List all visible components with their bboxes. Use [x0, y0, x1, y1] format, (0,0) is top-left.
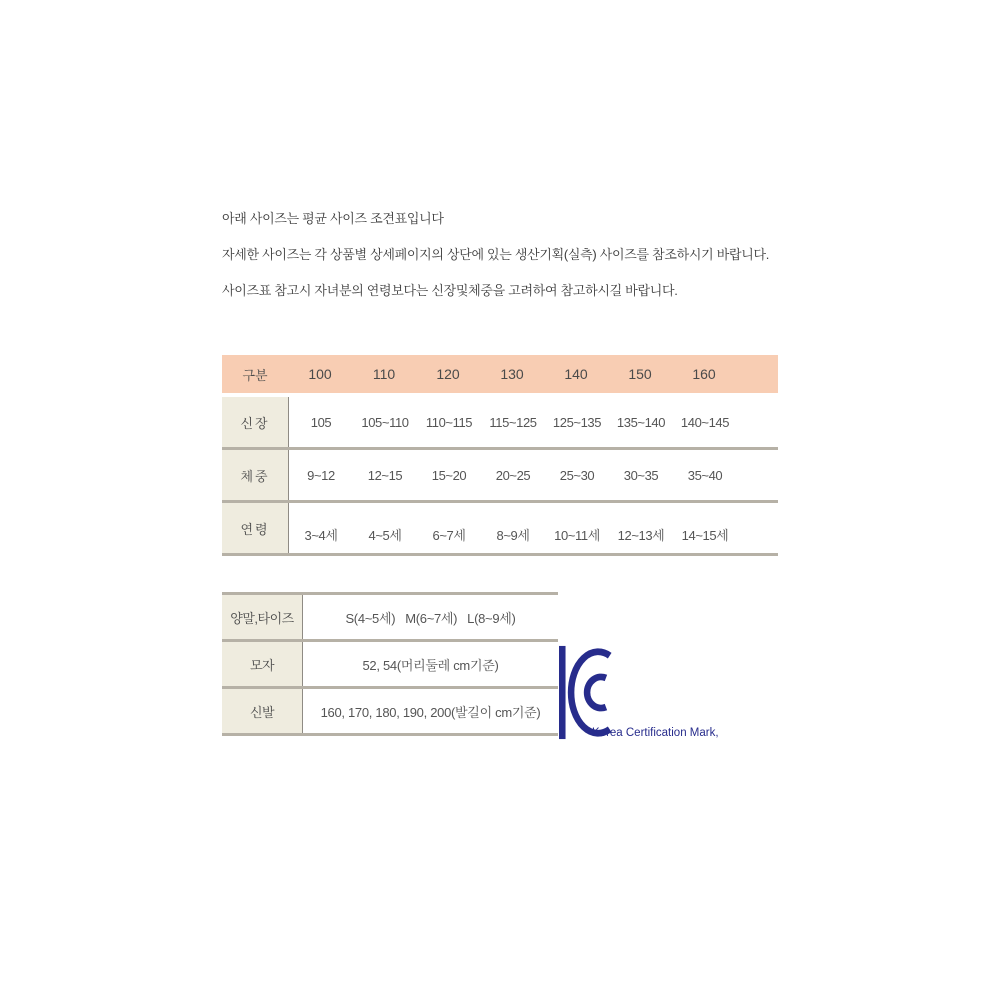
size-table-header-col: 100	[308, 366, 332, 382]
row-label: 신발	[222, 689, 303, 733]
table-cell: 4~5세	[368, 527, 402, 543]
table-cell: 110~115	[425, 414, 473, 430]
size-table-header-label: 구분	[242, 367, 268, 383]
table-cell: 10~11세	[554, 527, 600, 543]
size-table-body	[222, 397, 778, 556]
row-label: 체중	[222, 450, 289, 500]
table-cell: 25~30	[559, 467, 595, 483]
table-cell: 20~25	[495, 467, 531, 483]
table-cell: 8~9세	[496, 527, 530, 543]
kc-certification-block	[559, 644, 779, 754]
size-table-header-col: 140	[564, 366, 588, 382]
row-label: 신장	[222, 397, 289, 447]
size-table	[222, 355, 778, 556]
table-cell: 52, 54(머리둘레 cm기준)	[362, 657, 499, 673]
row-label: 모자	[222, 642, 303, 686]
table-row-weight	[222, 450, 778, 503]
table-cell: 115~125	[489, 414, 537, 430]
accessory-size-table	[222, 592, 558, 736]
table-cell: 6~7세	[432, 527, 466, 543]
kc-caption: Korea Certification Mark,	[592, 727, 719, 739]
table-cell: 12~15	[367, 467, 403, 483]
size-table-header-col: 150	[628, 366, 652, 382]
row-label: 연령	[222, 503, 289, 553]
table-cell: 105~110	[361, 414, 409, 430]
intro-line-1: 아래 사이즈는 평균 사이즈 조견표입니다	[222, 211, 444, 226]
size-table-header-col: 130	[500, 366, 524, 382]
size-table-header-col: 120	[436, 366, 460, 382]
table-cell: 14~15세	[681, 527, 729, 543]
table-cell: 9~12	[307, 467, 335, 483]
table-cell: 30~35	[623, 467, 659, 483]
table-row-height	[222, 397, 778, 450]
table-cell: 12~13세	[617, 527, 665, 543]
intro-line-2: 자세한 사이즈는 각 상품별 상세페이지의 상단에 있는 생산기획(실측) 사이즈를 참조하시기 바랍니다.	[222, 247, 770, 262]
table-row-socks-tights	[222, 595, 558, 642]
intro-line-3: 사이즈표 참고시 자녀분의 연령보다는 신장및체중을 고려하여 참고하시길 바랍니다.	[222, 283, 678, 298]
table-cell: 3~4세	[304, 527, 338, 543]
table-cell: S(4~5세) M(6~7세) L(8~9세)	[345, 610, 516, 626]
table-row-age	[222, 503, 778, 556]
table-cell: 125~135	[552, 414, 602, 430]
table-cell: 105	[310, 414, 332, 430]
intro-text	[222, 212, 769, 320]
table-cell: 160, 170, 180, 190, 200(발길이 cm기준)	[320, 704, 541, 720]
table-cell: 140~145	[680, 414, 730, 430]
table-cell: 135~140	[616, 414, 666, 430]
table-row-hat	[222, 642, 558, 689]
table-row-shoes	[222, 689, 558, 736]
size-table-header-row	[222, 355, 778, 393]
row-label: 양말,타이즈	[222, 595, 303, 639]
size-table-header-col: 110	[372, 366, 396, 382]
size-table-header-col: 160	[692, 366, 716, 382]
table-cell: 35~40	[687, 467, 723, 483]
table-cell: 15~20	[431, 467, 467, 483]
